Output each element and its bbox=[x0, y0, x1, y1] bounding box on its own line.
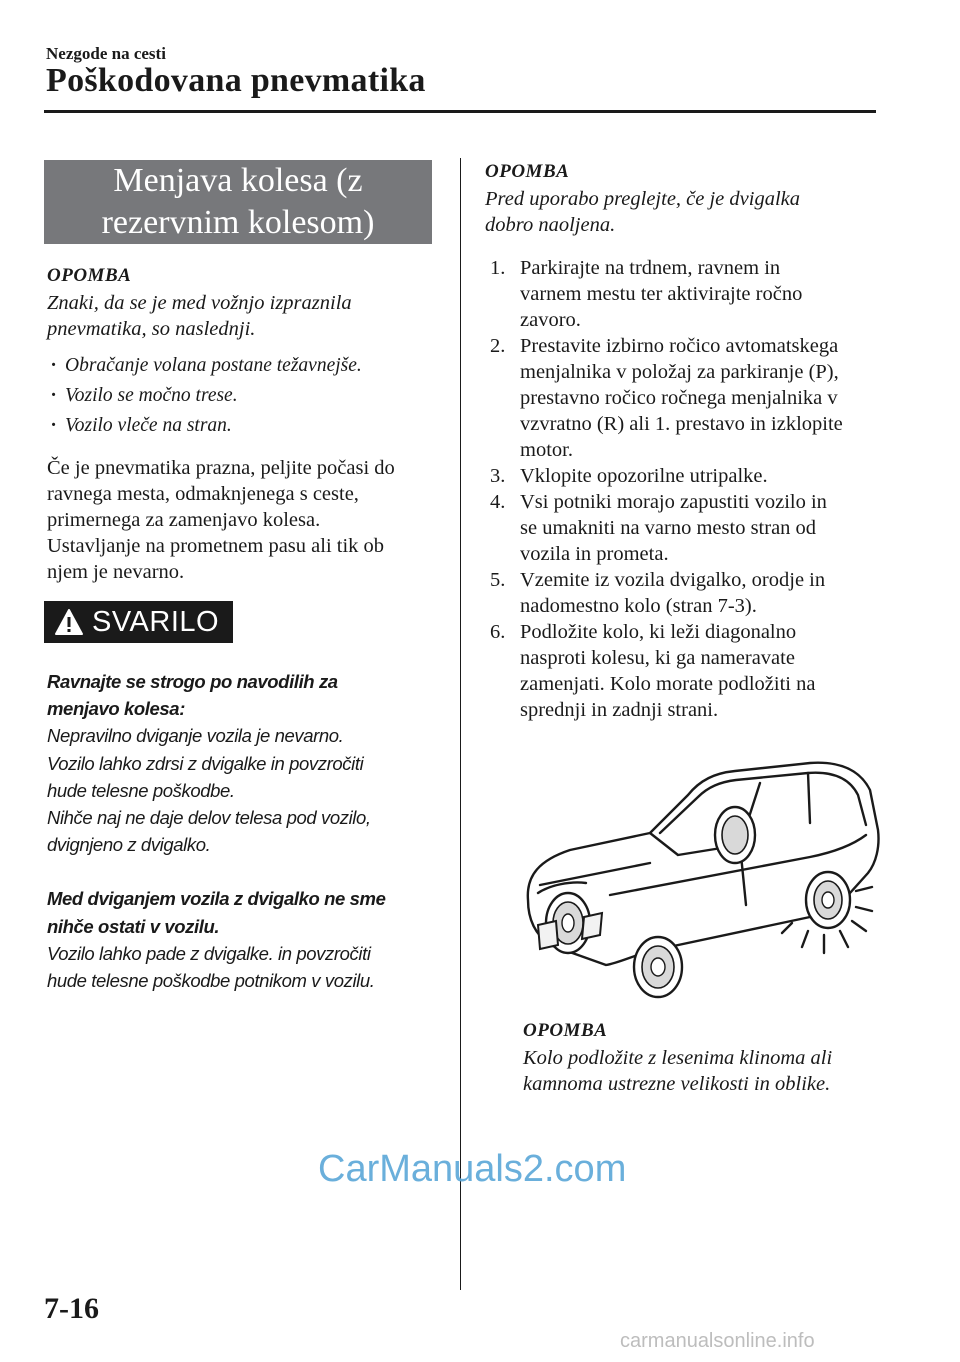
step-item bbox=[490, 333, 890, 463]
header-divider bbox=[44, 110, 876, 113]
intro-paragraph bbox=[47, 455, 452, 585]
note-line: dobro naoljena. bbox=[485, 214, 616, 236]
step-item bbox=[490, 255, 890, 333]
warning-bold-line: menjavo kolesa: bbox=[47, 698, 185, 720]
step-item bbox=[490, 619, 890, 723]
step-line: Prestavite izbirno ročico avtomatskega bbox=[520, 335, 839, 357]
note-line: Znaki, da se je med vožnjo izpraznila bbox=[47, 292, 352, 314]
step-number: 4. bbox=[490, 491, 506, 513]
step-line: zavoro. bbox=[520, 309, 581, 331]
step-line: sprednji in zadnji strani. bbox=[520, 699, 719, 721]
step-line: motor. bbox=[520, 439, 573, 461]
wheel-chock bbox=[538, 921, 558, 949]
note-block-left bbox=[47, 265, 447, 441]
section-heading-line-1: Menjava kolesa (z bbox=[113, 162, 363, 199]
note-line: Pred uporabo preglejte, če je dvigalka bbox=[485, 188, 800, 210]
section-heading-box bbox=[44, 160, 432, 244]
page-number: 7-16 bbox=[44, 1292, 99, 1325]
warning-line: hude telesne poškodbe. bbox=[47, 779, 235, 801]
wheel-chock bbox=[582, 913, 602, 939]
section-name: Nezgode na cesti bbox=[46, 44, 166, 63]
step-line: prestavno ročico ročnega menjalnika v bbox=[520, 387, 838, 409]
steps-list bbox=[490, 255, 890, 723]
step-number: 1. bbox=[490, 257, 506, 279]
note-title: OPOMBA bbox=[485, 161, 570, 182]
note-line: Kolo podložite z lesenima klinoma ali bbox=[523, 1047, 833, 1069]
step-number: 5. bbox=[490, 569, 506, 591]
step-line: se umakniti na varno mesto stran od bbox=[520, 517, 817, 539]
step-item bbox=[490, 567, 890, 619]
flat-tire-wheel bbox=[806, 872, 850, 928]
note-title: OPOMBA bbox=[523, 1020, 608, 1041]
footer-watermark: carmanualsonline.info bbox=[620, 1330, 815, 1352]
note-block-right bbox=[485, 161, 895, 238]
step-number: 6. bbox=[490, 621, 506, 643]
column-divider bbox=[460, 158, 461, 1290]
warning-line: Nepravilno dviganje vozila je nevarno. bbox=[47, 725, 344, 747]
warning-line: hude telesne poškodbe potnikom v vozilu. bbox=[47, 970, 375, 992]
step-line: nasproti kolesu, ki ga nameravate bbox=[520, 647, 795, 669]
paragraph-line: Ustavljanje na prometnem pasu ali tik ob bbox=[47, 535, 385, 557]
paragraph-line: Če je pnevmatika prazna, peljite počasi do bbox=[47, 457, 395, 479]
step-line: varnem mestu ter aktivirajte ročno bbox=[520, 283, 803, 305]
step-line: Vzemite iz vozila dvigalko, orodje in bbox=[520, 569, 826, 591]
symptom-list bbox=[47, 351, 447, 441]
step-line: zamenjati. Kolo morate podložiti na bbox=[520, 673, 816, 695]
warning-triangle-icon bbox=[54, 608, 84, 636]
note-line: pnevmatika, so naslednji. bbox=[47, 318, 256, 340]
warning-line: Vozilo lahko zdrsi z dvigalke in povzročiti bbox=[47, 752, 364, 774]
warning-line: dvignjeno z dvigalko. bbox=[47, 834, 211, 856]
paragraph-line: primernega za zamenjavo kolesa. bbox=[47, 509, 321, 531]
front-wheel-near bbox=[634, 937, 682, 997]
section-heading-line-2: rezervnim kolesom) bbox=[101, 204, 375, 241]
step-line: Podložite kolo, ki leži diagonalno bbox=[520, 621, 797, 643]
step-line: Vklopite opozorilne utripalke. bbox=[520, 465, 768, 487]
step-item bbox=[490, 489, 890, 567]
warning-badge bbox=[44, 601, 233, 643]
list-item: · Obračanje volana postane težavnejše. bbox=[47, 351, 447, 381]
warning-line: Vozilo lahko pade z dvigalke. in povzročiti bbox=[47, 942, 371, 964]
warning-bold-line: nihče ostati v vozilu. bbox=[47, 915, 220, 937]
note-title: OPOMBA bbox=[47, 265, 132, 286]
paragraph-line: njem je nevarno. bbox=[47, 561, 185, 583]
list-item: · Vozilo se močno trese. bbox=[47, 381, 447, 411]
step-item bbox=[490, 463, 890, 489]
page-title: Poškodovana pnevmatika bbox=[46, 62, 426, 99]
warning-label: SVARILO bbox=[92, 605, 220, 638]
step-line: menjalnika v položaj za parkiranje (P), bbox=[520, 361, 839, 383]
note-line: kamnoma ustrezne velikosti in oblike. bbox=[523, 1073, 831, 1095]
paragraph-line: ravnega mesta, odmaknjenega s ceste, bbox=[47, 483, 359, 505]
car-wheel-chock-illustration bbox=[510, 735, 885, 1005]
step-line: nadomestno kolo (stran 7-3). bbox=[520, 595, 757, 617]
list-item: · Vozilo vleče na stran. bbox=[47, 411, 447, 441]
note-block-bottom bbox=[523, 1020, 903, 1097]
step-line: vozila in prometa. bbox=[520, 543, 669, 565]
step-number: 3. bbox=[490, 465, 506, 487]
warning-line: Nihče naj ne daje delov telesa pod vozilo, bbox=[47, 807, 371, 829]
step-line: vzvratno (R) ali 1. prestavo in izklopite bbox=[520, 413, 843, 435]
watermark-text: CarManuals2.com bbox=[318, 1148, 627, 1190]
step-line: Parkirajte na trdnem, ravnem in bbox=[520, 257, 781, 279]
warning-bold-line: Med dviganjem vozila z dvigalko ne sme bbox=[47, 888, 386, 910]
warning-bold-line: Ravnajte se strogo po navodilih za bbox=[47, 671, 338, 692]
warning-text bbox=[47, 668, 452, 994]
step-number: 2. bbox=[490, 335, 506, 357]
rear-wheel-far bbox=[715, 807, 755, 863]
step-line: Vsi potniki morajo zapustiti vozilo in bbox=[520, 491, 827, 513]
